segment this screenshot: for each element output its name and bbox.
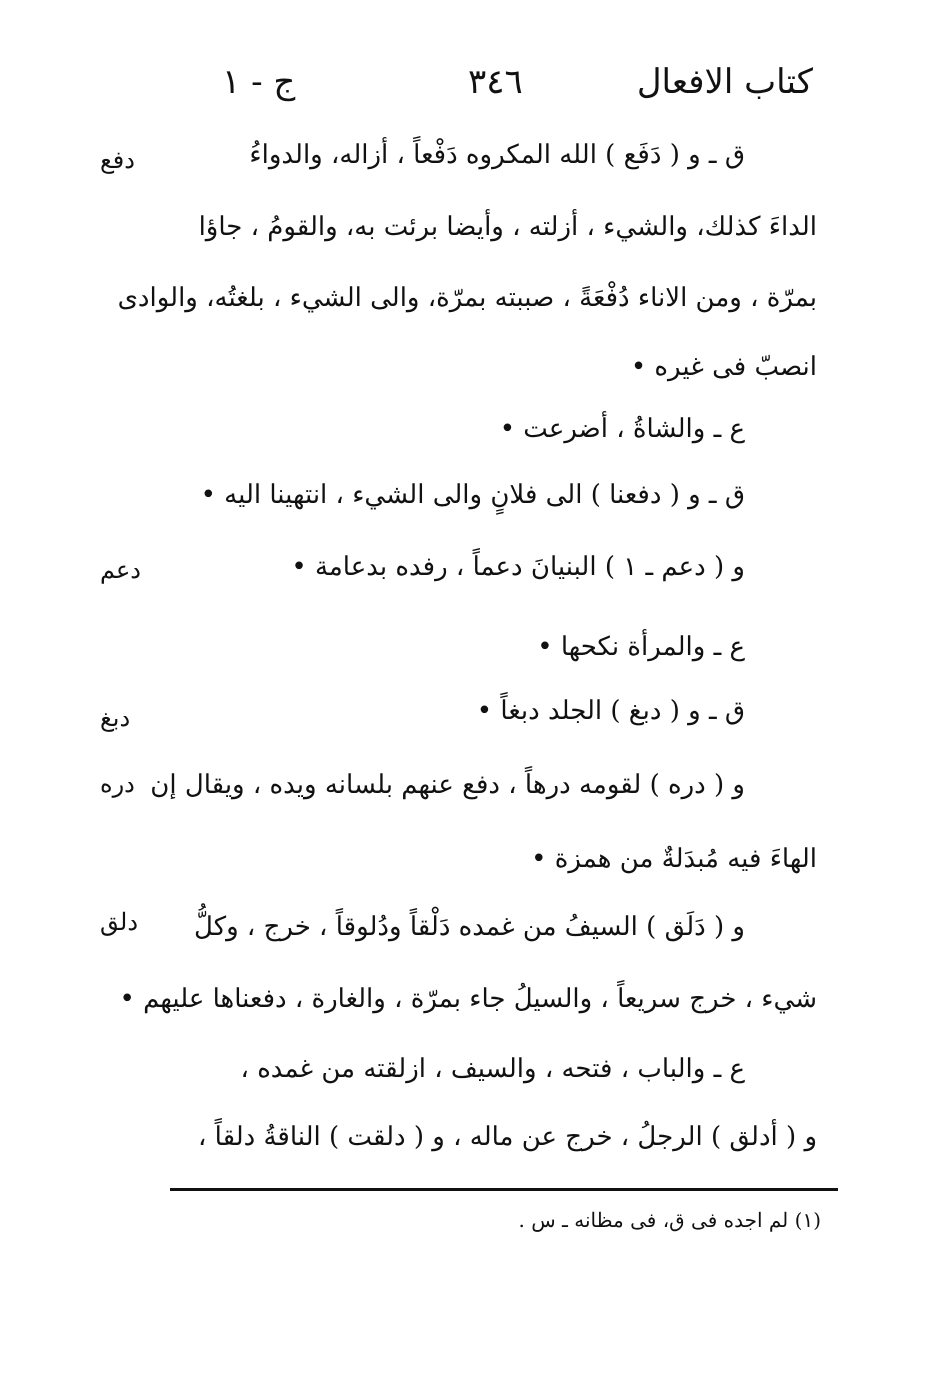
text-line: و ( دَلَق ) السيفُ من غمده دَلْقاً ودُلوقاً ، خرج ، وكلُّ <box>194 912 745 942</box>
text-line: و ( دره ) لقومه درهاً ، دفع عنهم بلسانه ويده ، ويقال إن <box>150 770 745 800</box>
text-line: الهاءَ فيه مُبدَلةٌ من همزة • <box>531 844 817 874</box>
text-line: ع ـ والباب ، فتحه ، والسيف ، ازلقته من غمده ، <box>240 1054 745 1084</box>
margin-root-word: دفع <box>100 146 135 174</box>
text-line: و ( أدلق ) الرجلُ ، خرج عن ماله ، و ( دلقت ) الناقةُ دلقاً ، <box>197 1122 817 1152</box>
footnote: (١) لم اجده فى ق، فى مظانه ـ س . <box>518 1208 821 1232</box>
book-title: كتاب الافعال <box>636 62 813 102</box>
text-line: و ( دعم ـ ١ ) البنيانَ دعماً ، رفده بدعامة • <box>291 552 745 582</box>
text-line: ق ـ و ( دَفَع ) الله المكروه دَفْعاً ، أزاله، والدواءُ <box>249 140 745 170</box>
text-line: بمرّة ، ومن الاناء دُفْعَةً ، صببته بمرّة، والى الشيء ، بلغتُه، والوادى <box>117 283 817 313</box>
text-line: ق ـ و ( دبغ ) الجلد دبغاً • <box>476 696 745 726</box>
footnote-divider <box>170 1188 838 1191</box>
text-line: ع ـ والشاةُ ، أضرعت • <box>499 414 745 444</box>
margin-root-word: دبغ <box>100 704 131 732</box>
margin-root-word: دلق <box>100 908 139 936</box>
text-line: ق ـ و ( دفعنا ) الى فلانٍ والى الشيء ، انتهينا اليه • <box>200 480 745 510</box>
volume-label: ج - ١ <box>222 62 296 102</box>
page-number: ٣٤٦ <box>468 62 523 102</box>
text-line: انصبّ فى غيره • <box>630 352 817 382</box>
margin-root-word: دعم <box>100 556 141 584</box>
margin-root-word: دره <box>100 770 135 798</box>
text-line: شيء ، خرج سريعاً ، والسيلُ جاء بمرّة ، والغارة ، دفعناها عليهم • <box>119 984 817 1014</box>
text-line: الداءَ كذلك، والشيء ، أزلته ، وأيضا برئت به، والقومُ ، جاؤا <box>198 212 817 242</box>
text-line: ع ـ والمرأة نكحها • <box>537 632 745 662</box>
